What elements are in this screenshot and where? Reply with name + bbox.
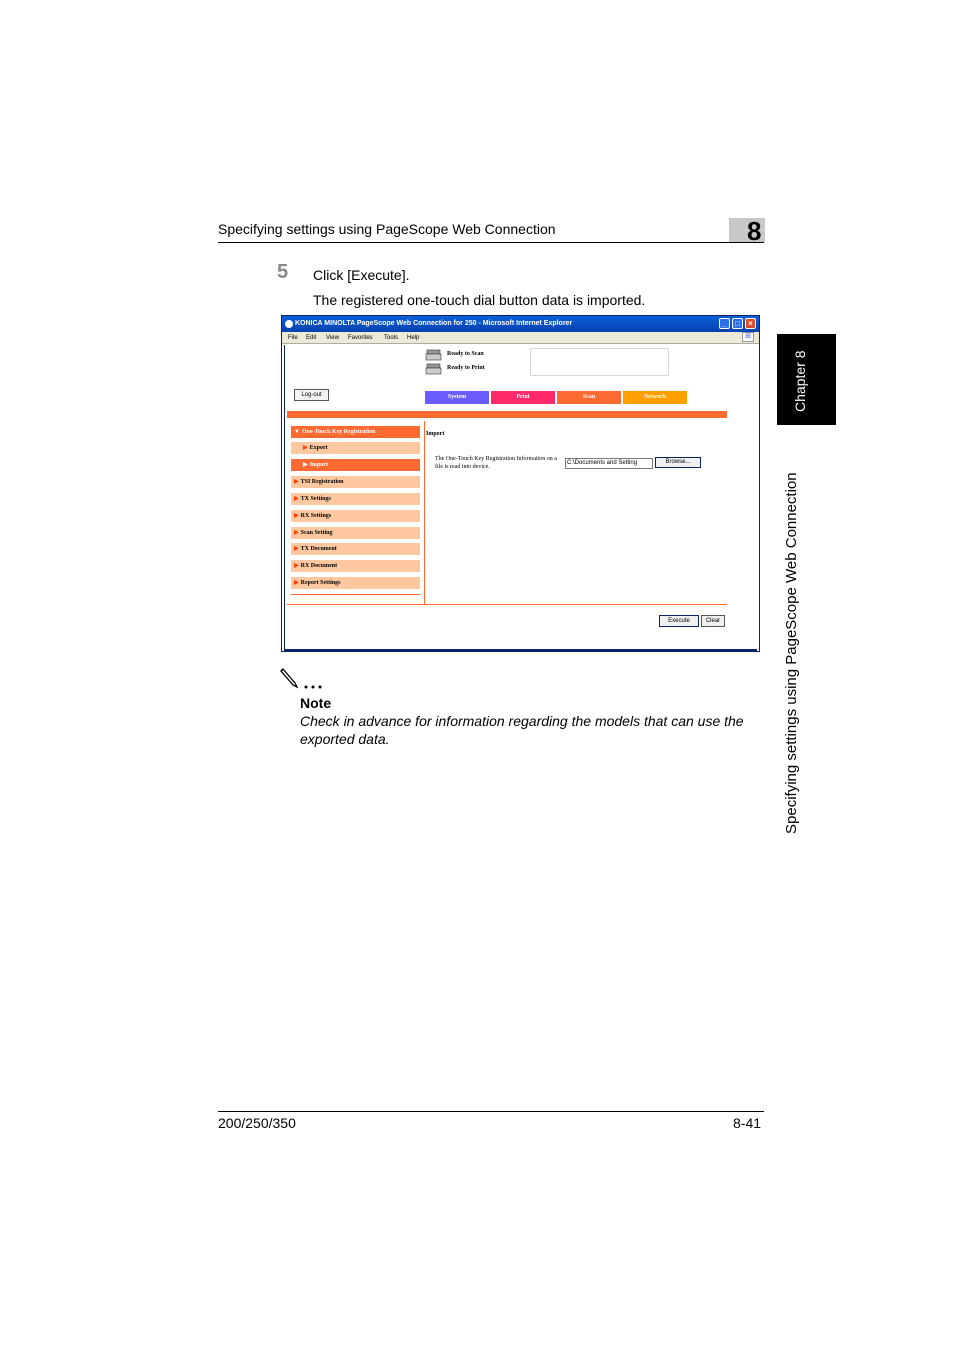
step-number: 5 [277,261,289,283]
nav-tsi-registration[interactable]: ▶ TSI Registration [291,476,420,488]
note-pencil-icon [280,666,324,690]
import-description: The One-Touch Key Registration Information on a file is read into device. [435,456,557,470]
nav-export[interactable]: ▶ Export [291,442,420,454]
menu-edit[interactable]: Edit [306,335,317,341]
web-page-area [284,345,757,651]
chapter-number: 8 [747,216,762,246]
status-print: Ready to Print [447,365,485,371]
nav-bottom-rule [291,594,420,595]
window-title: KONICA MINOLTA PageScope Web Connection for 250 - Microsoft Internet Explorer [295,320,573,327]
nav-one-touch-key-registration[interactable]: ▼ One-Touch Key Registration [291,426,420,438]
content-bottom-rule [287,604,727,605]
side-tab-section-title: Specifying settings using PageScope Web Connection [783,472,800,834]
nav-import[interactable]: ▶ Import [291,459,420,471]
import-heading: Import [426,431,445,437]
footer-rule [218,1111,764,1112]
minimize-icon[interactable]: _ [719,318,730,329]
menu-help[interactable]: Help [407,335,420,341]
execute-button[interactable]: Execute [659,615,699,627]
menu-view[interactable]: View [326,335,339,341]
running-header-title: Specifying settings using PageScope Web Connection [218,221,556,237]
menu-favorites[interactable]: Favorites [348,335,373,341]
header-divider-bar [287,411,727,418]
menu-file[interactable]: File [288,335,298,341]
nav-rx-document[interactable]: ▶ RX Document [291,560,420,572]
tab-scan[interactable]: Scan [557,391,621,404]
close-icon[interactable]: × [745,318,756,329]
tab-print[interactable]: Print [491,391,555,404]
file-path-input[interactable]: C:\Documents and Setting [565,458,653,469]
footer-page-number: 8-41 [733,1115,762,1131]
footer-model: 200/250/350 [218,1115,296,1131]
clear-button[interactable]: Clear [701,615,725,627]
logout-button[interactable]: Log-out [294,389,329,401]
printer-icon [425,363,442,375]
status-message-box [530,348,669,376]
ie-icon [285,320,293,328]
nav-report-settings[interactable]: ▶ Report Settings [291,577,420,589]
scanner-icon [425,349,442,361]
note-label: Note [300,695,332,711]
maximize-icon[interactable]: □ [732,318,743,329]
nav-rx-settings[interactable]: ▶ RX Settings [291,510,420,522]
nav-divider [424,421,425,604]
browser-window-screenshot [281,315,760,652]
browse-button[interactable]: Browse... [655,457,701,468]
header-rule [218,242,764,243]
nav-tx-settings[interactable]: ▶ TX Settings [291,493,420,505]
status-scan: Ready to Scan [447,351,484,357]
note-text: Check in advance for information regarding the models that can use the exported data. [300,713,744,747]
side-tab-chapter-label: Chapter 8 [792,350,808,412]
menu-tools[interactable]: Tools [384,335,399,341]
nav-tx-document[interactable]: ▶ TX Document [291,543,420,555]
step-description: The registered one-touch dial button data is imported. [313,292,646,308]
step-instruction: Click [Execute]. [313,267,410,283]
nav-scan-setting[interactable]: ▶ Scan Setting [291,527,420,539]
windows-logo-icon: ⊞ [742,332,754,342]
tab-system[interactable]: System [425,391,489,404]
window-title-bar [282,316,759,332]
menu-bar [282,332,759,344]
tab-network[interactable]: Network [623,391,687,404]
